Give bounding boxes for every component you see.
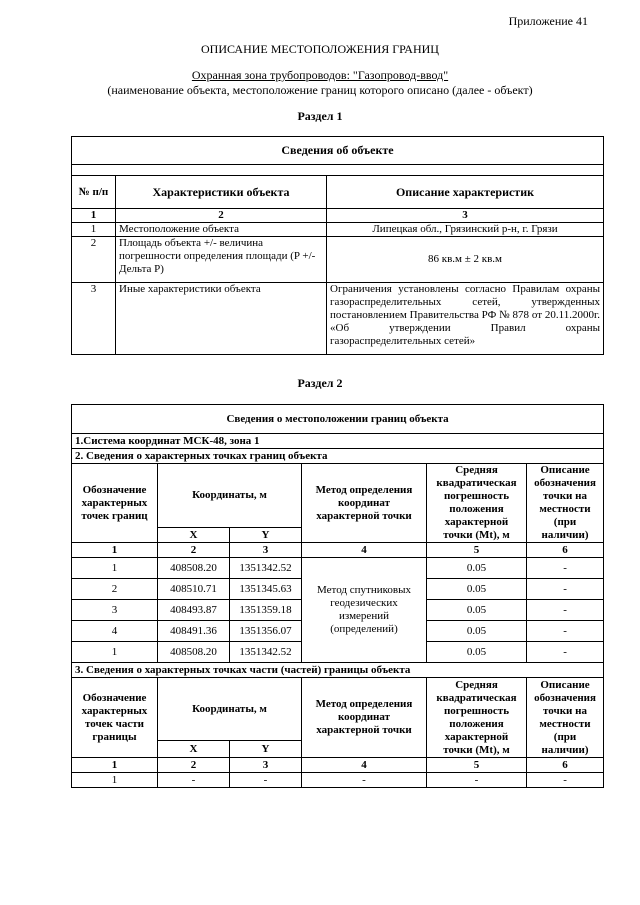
row-description: 86 кв.м ± 2 кв.м — [327, 237, 604, 283]
col-header-y: Y — [230, 741, 302, 758]
col-number: 2 — [116, 209, 327, 223]
col-number: 6 — [527, 543, 604, 558]
object-name: Охранная зона трубопроводов: "Газопровод-ввод" — [191, 68, 449, 82]
table-row — [72, 237, 604, 283]
point-id: 1 — [72, 642, 158, 663]
col-header-x: X — [158, 528, 230, 543]
col-header-description: Описание обозначения точки на местности (при наличии) — [527, 464, 604, 543]
coord-x: 408493.87 — [158, 600, 230, 621]
point-description: - — [527, 558, 604, 579]
error-value: 0.05 — [427, 600, 527, 621]
error-value: - — [427, 773, 527, 788]
col-number: 3 — [230, 758, 302, 773]
coord-y: 1351342.52 — [230, 642, 302, 663]
coord-x: 408508.20 — [158, 642, 230, 663]
row-characteristic: Площадь объекта +/- величина погрешности определения площади (P +/- Дельта P) — [116, 237, 327, 283]
coord-x: - — [158, 773, 230, 788]
table-row — [72, 558, 604, 579]
col-header-x: X — [158, 741, 230, 758]
col-header-coords: Координаты, м — [158, 678, 302, 741]
col-header-number: № п/п — [72, 176, 116, 209]
coordinate-system: 1.Система координат МСК-48, зона 1 — [72, 434, 604, 449]
point-description: - — [527, 579, 604, 600]
section-1-heading: Раздел 1 — [297, 109, 343, 123]
col-header-characteristic: Характеристики объекта — [116, 176, 327, 209]
col-number: 5 — [427, 758, 527, 773]
col-number: 4 — [302, 758, 427, 773]
coord-x: 408491.36 — [158, 621, 230, 642]
col-header-error: Средняя квадратическая погрешность положения характерной точки (Mt), м — [427, 678, 527, 758]
row-characteristic: Иные характеристики объекта — [116, 283, 327, 355]
col-header-error: Средняя квадратическая погрешность положения характерной точки (Mt), м — [427, 464, 527, 543]
point-id: 1 — [72, 773, 158, 788]
coord-y: 1351342.52 — [230, 558, 302, 579]
col-number: 3 — [230, 543, 302, 558]
method-value: - — [302, 773, 427, 788]
col-header-point: Обозначение характерных точек части границы — [72, 678, 158, 758]
col-header-y: Y — [230, 528, 302, 543]
row-description: Липецкая обл., Грязинский р-н, г. Грязи — [327, 223, 604, 237]
col-header-point: Обозначение характерных точек границ — [72, 464, 158, 543]
page-title: ОПИСАНИЕ МЕСТОПОЛОЖЕНИЯ ГРАНИЦ — [201, 42, 439, 56]
point-description: - — [527, 773, 604, 788]
appendix-label: Приложение 41 — [508, 14, 588, 28]
coord-y: - — [230, 773, 302, 788]
point-description: - — [527, 621, 604, 642]
col-number: 5 — [427, 543, 527, 558]
error-value: 0.05 — [427, 642, 527, 663]
col-header-description: Описание характеристик — [327, 176, 604, 209]
section-2-heading: Раздел 2 — [297, 376, 343, 390]
row-characteristic: Местоположение объекта — [116, 223, 327, 237]
row-number: 2 — [72, 237, 116, 283]
coord-y: 1351356.07 — [230, 621, 302, 642]
col-header-description: Описание обозначения точки на местности (при наличии) — [527, 678, 604, 758]
error-value: 0.05 — [427, 621, 527, 642]
part-2-title: 2. Сведения о характерных точках границ объекта — [72, 449, 604, 464]
error-value: 0.05 — [427, 558, 527, 579]
col-header-method: Метод определения координат характерной точки — [302, 678, 427, 758]
col-number: 6 — [527, 758, 604, 773]
row-number: 1 — [72, 223, 116, 237]
point-description: - — [527, 642, 604, 663]
row-description: Ограничения установлены согласно Правилам охраны газораспределительных сетей, утвержденных постановлением Правительства РФ № 878 от 20.11.2000г. «Об утверждении Правил охраны газораспределительных сетей» — [327, 283, 604, 355]
col-number: 2 — [158, 758, 230, 773]
col-number: 1 — [72, 543, 158, 558]
coord-x: 408508.20 — [158, 558, 230, 579]
table-row — [72, 283, 604, 355]
table-title: Сведения об объекте — [72, 137, 604, 165]
spacer-row — [72, 165, 604, 176]
method-cell: Метод спутниковых геодезических измерений (определений) — [302, 558, 427, 663]
table-row — [72, 223, 604, 237]
col-number: 2 — [158, 543, 230, 558]
point-description: - — [527, 600, 604, 621]
col-header-method: Метод определения координат характерной точки — [302, 464, 427, 543]
col-number: 4 — [302, 543, 427, 558]
part-3-title: 3. Сведения о характерных точках части (частей) границы объекта — [72, 663, 604, 678]
point-id: 1 — [72, 558, 158, 579]
table-title: Сведения о местоположении границ объекта — [72, 405, 604, 434]
boundary-table — [71, 404, 604, 788]
coord-y: 1351359.18 — [230, 600, 302, 621]
col-number: 3 — [327, 209, 604, 223]
error-value: 0.05 — [427, 579, 527, 600]
point-id: 3 — [72, 600, 158, 621]
table-row — [72, 773, 604, 788]
row-number: 3 — [72, 283, 116, 355]
col-number: 1 — [72, 758, 158, 773]
point-id: 4 — [72, 621, 158, 642]
coord-x: 408510.71 — [158, 579, 230, 600]
point-id: 2 — [72, 579, 158, 600]
object-info-table — [71, 136, 604, 355]
col-header-coords: Координаты, м — [158, 464, 302, 528]
col-number: 1 — [72, 209, 116, 223]
coord-y: 1351345.63 — [230, 579, 302, 600]
object-caption: (наименование объекта, местоположение границ которого описано (далее - объект) — [107, 83, 533, 97]
